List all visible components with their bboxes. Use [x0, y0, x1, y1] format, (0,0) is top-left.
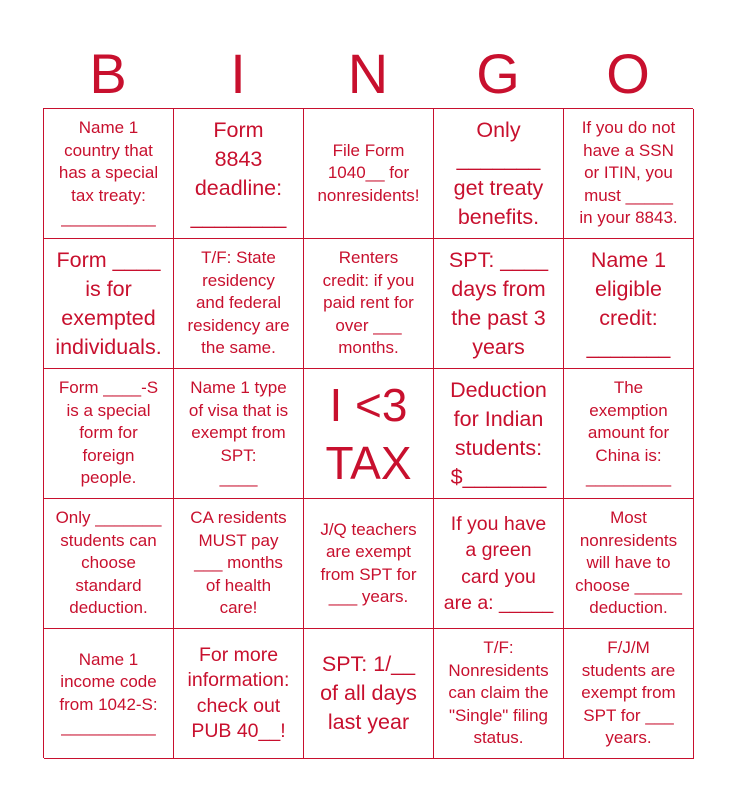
cell-text: SPT: ____ days from the past 3 years [448, 247, 549, 359]
bingo-cell-r1-c4[interactable] [434, 109, 564, 239]
bingo-cell-r2-c5[interactable] [564, 239, 694, 369]
cell-text: J/Q teachers are exempt from SPT for ___ years. [320, 519, 417, 606]
cell-text: Name 1 country that has a special tax treaty: __________ [58, 118, 159, 228]
bingo-cell-r1-c3[interactable] [304, 109, 434, 239]
bingo-cell-r1-c2[interactable] [174, 109, 304, 239]
bingo-cell-r3-c4[interactable] [434, 369, 564, 499]
cell-text: T/F: State residency and federal residency are the same. [187, 248, 290, 358]
bingo-cell-r4-c1[interactable] [44, 499, 174, 629]
cell-text: Form ____-S is a special form for foreign people. [58, 378, 159, 488]
bingo-cell-r2-c1[interactable] [44, 239, 174, 369]
header-letter-g: G [476, 42, 520, 105]
cell-text: Form ____ is for exempted individuals. [55, 247, 162, 359]
cell-text: Name 1 eligible credit: _______ [586, 247, 671, 359]
bingo-cell-r5-c3[interactable] [304, 629, 434, 759]
bingo-board [43, 108, 693, 758]
cell-text: Name 1 type of visa that is exempt from SPT: ____ [188, 378, 289, 488]
bingo-cell-r3-c2[interactable] [174, 369, 304, 499]
bingo-cell-r2-c3[interactable] [304, 239, 434, 369]
free-space-text: I <3 TAX [325, 378, 412, 489]
cell-text: Form 8843 deadline: ________ [190, 117, 287, 229]
bingo-header [43, 40, 693, 108]
cell-text: CA residents MUST pay ___ months of health care! [190, 508, 287, 618]
bingo-cell-r3-c5[interactable] [564, 369, 694, 499]
bingo-cell-r5-c1[interactable] [44, 629, 174, 759]
cell-text: Only _______ get treaty benefits. [453, 117, 544, 229]
cell-text: If you do not have a SSN or ITIN, you must _____ in your 8843. [579, 118, 678, 228]
bingo-cell-r5-c2[interactable] [174, 629, 304, 759]
cell-text: For more information: check out PUB 40__! [187, 643, 290, 742]
cell-text: Only _______ students can choose standard deduction. [55, 508, 162, 618]
cell-text: If you have a green card you are a: _____ [443, 512, 554, 614]
bingo-cell-r5-c4[interactable] [434, 629, 564, 759]
header-letter-i: I [230, 42, 246, 105]
bingo-cell-r3-c1[interactable] [44, 369, 174, 499]
bingo-cell-r2-c2[interactable] [174, 239, 304, 369]
bingo-cell-r4-c3[interactable] [304, 499, 434, 629]
header-letter-n: N [347, 42, 389, 105]
cell-text: Renters credit: if you paid rent for over ___ months. [322, 248, 415, 358]
bingo-cell-r5-c5[interactable] [564, 629, 694, 759]
bingo-cell-r1-c1[interactable] [44, 109, 174, 239]
bingo-cell-r4-c5[interactable] [564, 499, 694, 629]
header-letter-o: O [606, 42, 650, 105]
bingo-cell-r4-c4[interactable] [434, 499, 564, 629]
header-letter-b: B [89, 42, 127, 105]
cell-text: Deduction for Indian students: $_______ [450, 377, 547, 489]
bingo-cell-r4-c2[interactable] [174, 499, 304, 629]
bingo-cell-r1-c5[interactable] [564, 109, 694, 239]
cell-text: SPT: 1/__ of all days last year [320, 652, 417, 734]
cell-text: Most nonresidents will have to choose _____ deduction. [575, 508, 682, 618]
bingo-free-space[interactable] [304, 369, 434, 499]
bingo-cell-r2-c4[interactable] [434, 239, 564, 369]
cell-text: T/F: Nonresidents can claim the "Single" filing status. [448, 638, 549, 748]
cell-text: File Form 1040__ for nonresidents! [317, 140, 420, 205]
cell-text: F/J/M students are exempt from SPT for ___ years. [581, 638, 676, 748]
cell-text: The exemption amount for China is: _________ [585, 378, 672, 488]
cell-text: Name 1 income code from 1042-S: __________ [59, 649, 158, 736]
